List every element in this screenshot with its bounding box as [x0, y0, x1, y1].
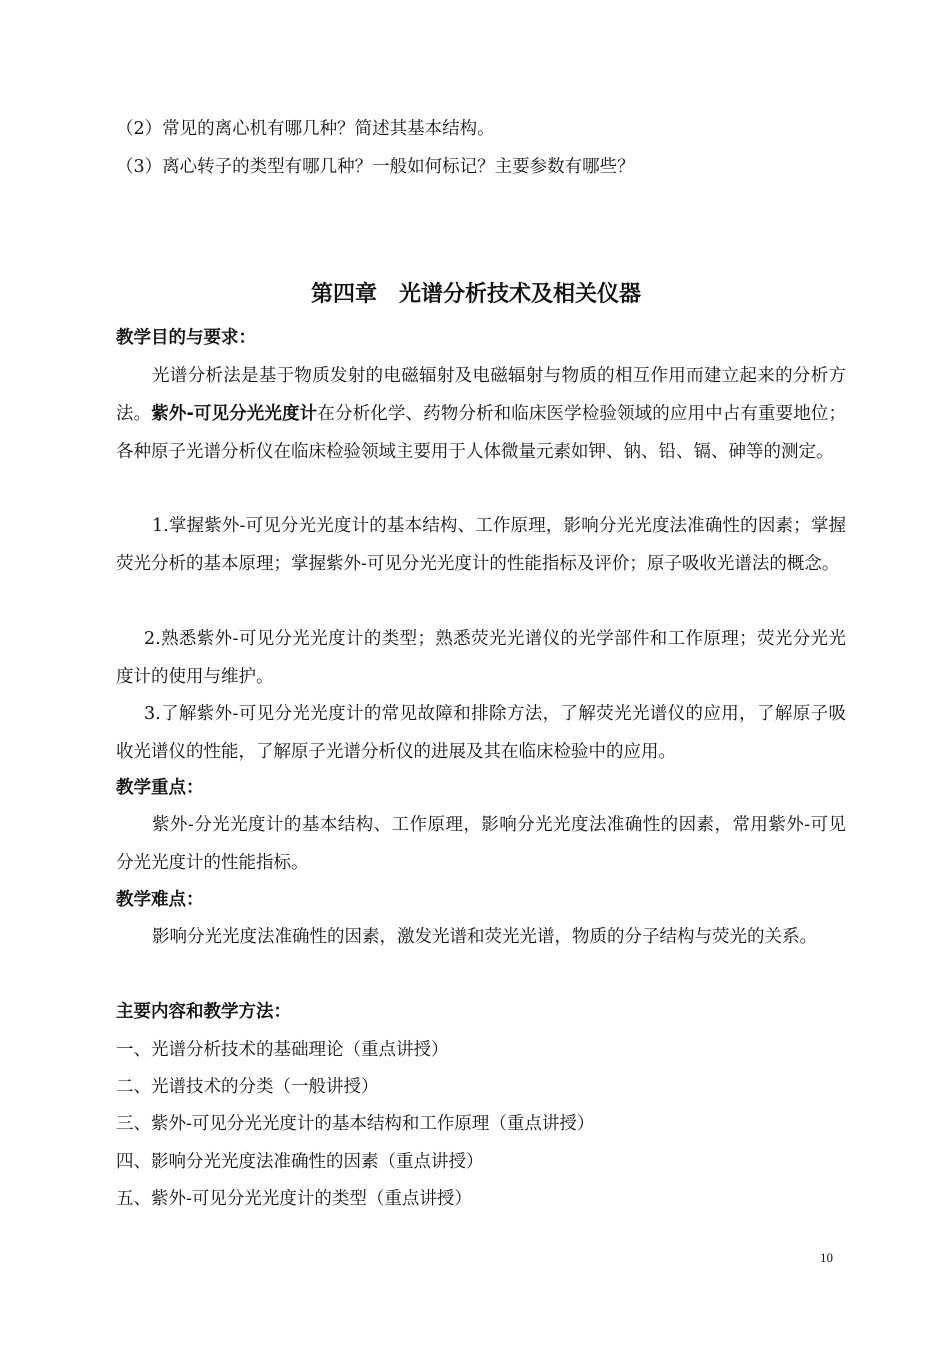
content-item: 一、光谱分析技术的基础理论（重点讲授） — [116, 1040, 449, 1060]
intro-text-1: 光谱分析法是基于物质发射的电磁辐射及电磁辐射与物质的相互作用而建立起来的分析方法。 — [116, 366, 846, 424]
objectives-heading: 教学目的与要求： — [116, 328, 256, 348]
content-item: 四、影响分光光度法准确性的因素（重点讲授） — [116, 1152, 484, 1172]
difficulties-text: 影响分光光度法准确性的因素，激发光谱和荧光光谱，物质的分子结构与荧光的关系。 — [152, 927, 817, 947]
question-3: （3）离心转子的类型有哪几种？一般如何标记？主要参数有哪些？ — [116, 157, 635, 177]
objective-item-3: 3.了解紫外-可见分光光度计的常见故障和排除方法，了解荧光光谱仪的应用，了解原子吸收光谱仪的性能，了解原子光谱分析仪的进展及其在临床检验中的应用。 — [116, 704, 846, 762]
intro-text-2: 在分析化学、药物分析和临床医学检验领域的应用中占有重要地位；各种原子光谱分析仪在临床检验领域主要用于人体微量元素如钾、钠、铅、镉、砷等的测定。 — [116, 404, 847, 462]
key-points-text: 紫外-分光光度计的基本结构、工作原理，影响分光光度法准确性的因素，常用紫外-可见分光光度计的性能指标。 — [116, 815, 846, 873]
difficulties-heading: 教学难点： — [116, 890, 204, 910]
content-heading: 主要内容和教学方法： — [116, 1002, 291, 1022]
objective-item-2: 2.熟悉紫外-可见分光光度计的类型；熟悉荧光光谱仪的光学部件和工作原理；荧光分光光度计的使用与维护。 — [116, 629, 846, 687]
objectives-intro — [116, 357, 846, 471]
key-points-heading: 教学重点： — [116, 778, 204, 798]
chapter-title: 第四章 光谱分析技术及相关仪器 — [310, 282, 641, 307]
content-item: 二、光谱技术的分类（一般讲授） — [116, 1077, 379, 1097]
question-2: （2）常见的离心机有哪几种？简述其基本结构。 — [116, 119, 495, 139]
page-number: 10 — [820, 1250, 833, 1265]
content-item: 三、紫外-可见分光光度计的基本结构和工作原理（重点讲授） — [116, 1114, 595, 1134]
objective-item-1: 1.掌握紫外-可见分光光度计的基本结构、工作原理，影响分光光度法准确性的因素；掌握荧光分析的基本原理；掌握紫外-可见分光光度计的性能指标及评价；原子吸收光谱法的概念。 — [116, 516, 846, 574]
intro-bold-term: 紫外-可见分光光度计 — [151, 404, 318, 424]
content-item: 五、紫外-可见分光光度计的类型（重点讲授） — [116, 1189, 472, 1209]
